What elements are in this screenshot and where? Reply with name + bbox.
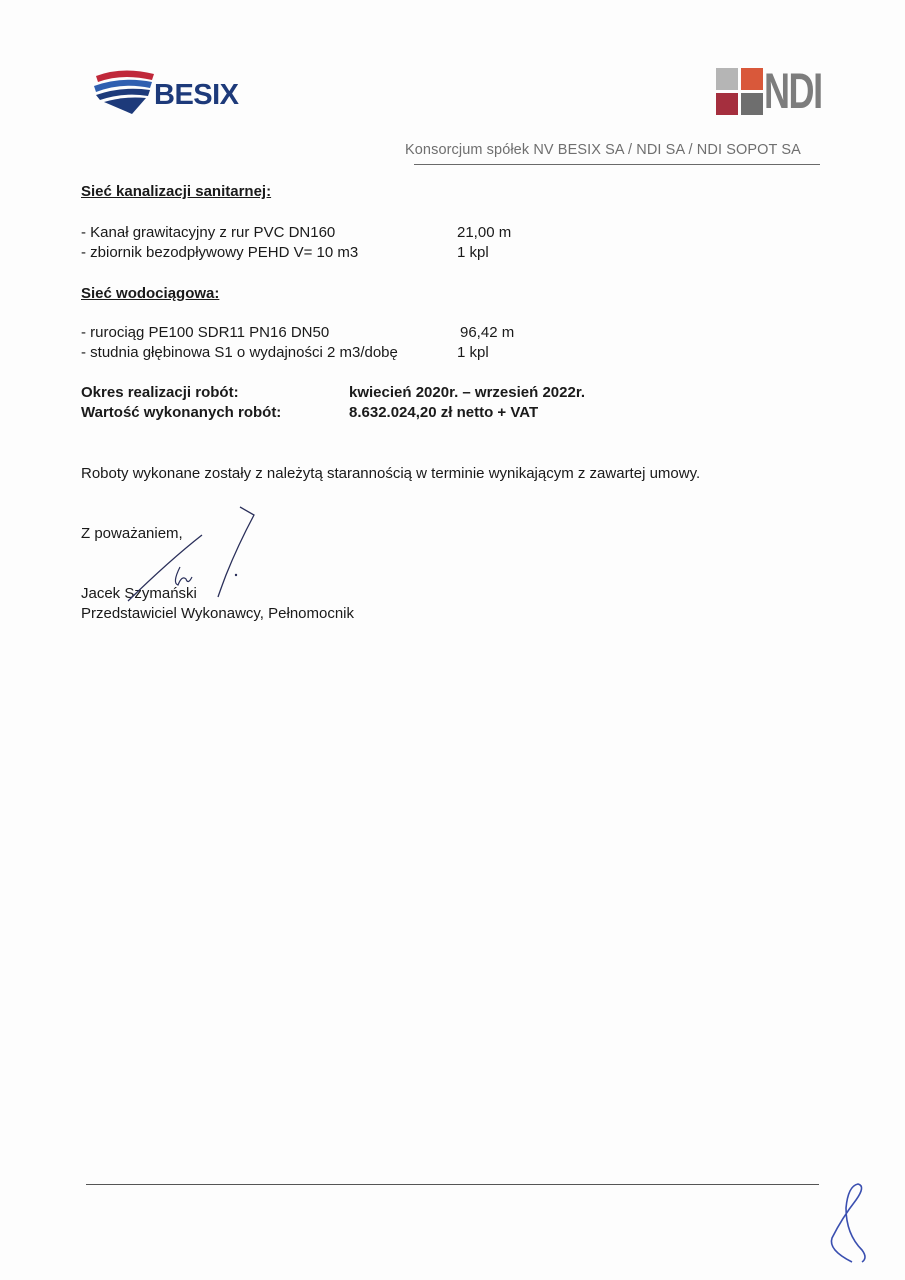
besix-logo bbox=[92, 66, 252, 118]
consortium-line: Konsorcjum spółek NV BESIX SA / NDI SA / NDI SOPOT SA bbox=[405, 142, 801, 158]
ndi-squares-icon bbox=[716, 68, 764, 116]
statement-text: Roboty wykonane zostały z należytą starannością w terminie wynikającym z zawartej umowy. bbox=[81, 465, 701, 482]
handwritten-signature bbox=[120, 505, 270, 610]
sanitary-item-text: - Kanał grawitacyjny z rur PVC DN160 bbox=[81, 224, 336, 241]
water-section-title: Sieć wodociągowa: bbox=[81, 285, 220, 302]
header-divider bbox=[414, 164, 820, 165]
sanitary-section-title: Sieć kanalizacji sanitarnej: bbox=[81, 183, 272, 200]
value-amount: 8.632.024,20 zł netto + VAT bbox=[349, 404, 539, 421]
value-label: Wartość wykonanych robót: bbox=[81, 404, 282, 421]
water-item-text: - studnia głębinowa S1 o wydajności 2 m3/dobę bbox=[81, 344, 398, 361]
sanitary-item-value: 21,00 m bbox=[457, 224, 512, 241]
closing-greeting: Z poważaniem, bbox=[81, 525, 183, 542]
signatory-name: Jacek Szymański bbox=[81, 585, 197, 602]
sanitary-item-text: - zbiornik bezodpływowy PEHD V= 10 m3 bbox=[81, 244, 359, 261]
sanitary-item-value: 1 kpl bbox=[457, 244, 489, 261]
water-item-value: 96,42 m bbox=[460, 324, 515, 341]
water-item-text: - rurociąg PE100 SDR11 PN16 DN50 bbox=[81, 324, 330, 341]
signatory-role: Przedstawiciel Wykonawcy, Pełnomocnik bbox=[81, 605, 355, 622]
period-label: Okres realizacji robót: bbox=[81, 384, 239, 401]
handwritten-initial bbox=[822, 1178, 872, 1268]
footer-divider bbox=[86, 1184, 819, 1185]
period-value: kwiecień 2020r. – wrzesień 2022r. bbox=[349, 384, 586, 401]
besix-wave-icon bbox=[92, 68, 158, 116]
ndi-logo bbox=[716, 63, 826, 119]
ndi-logo-text: NDI bbox=[764, 63, 822, 119]
besix-logo-text: BESIX bbox=[154, 79, 239, 111]
water-item-value: 1 kpl bbox=[457, 344, 489, 361]
